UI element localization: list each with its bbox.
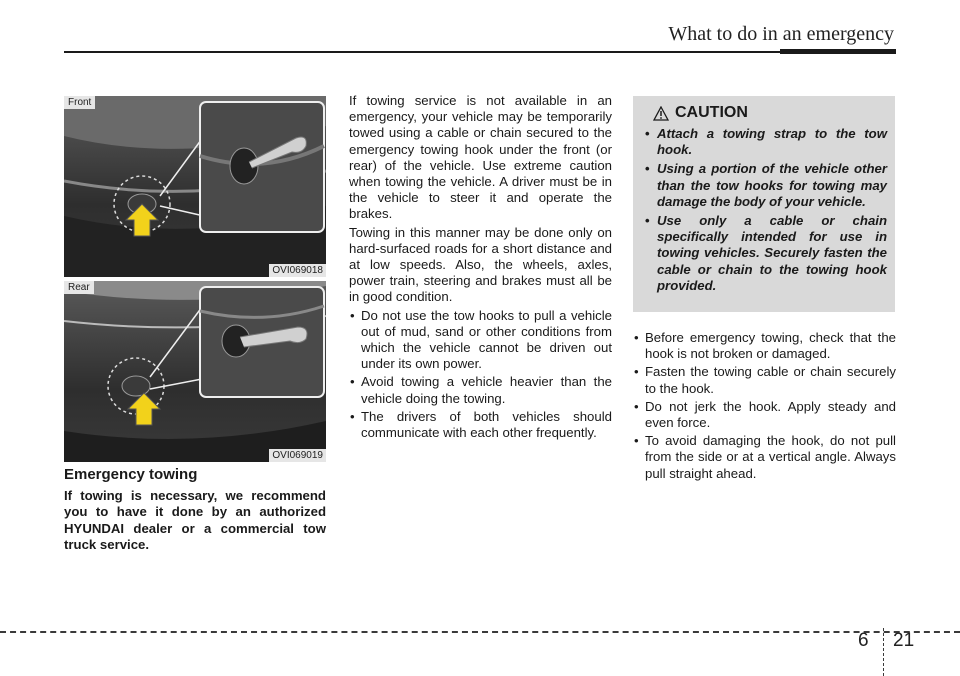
list-item [633,330,896,362]
bullet-dot: • [634,433,639,449]
list-item-text: Avoid towing a vehicle heavier than the vehicle doing the towing. [361,374,612,406]
figure-label-front: Front [64,96,95,109]
caution-title: CAUTION [675,104,748,121]
body-paragraph: Towing in this manner may be done only on hard-surfaced roads for a short distance and at low speeds. Also, the wheels, axles, power train, steering and brakes must all be in good condition. [349,224,612,305]
caution-item-text: Use only a cable or chain specifically intended for use in towing vehicles. Securely fasten the cable or chain to the towing hook provided. [657,213,887,293]
warning-triangle-icon [653,106,669,121]
figure-code-front: OVI069018 [269,264,326,277]
list-item [349,308,612,373]
bullet-dot: • [634,398,639,414]
rear-tow-hook-figure [64,281,326,462]
footer-page-separator [883,628,885,676]
list-item [633,433,896,482]
chapter-number: 6 [858,630,869,651]
section-heading: Emergency towing [64,466,198,483]
caution-list [643,126,887,294]
list-item [633,364,896,396]
list-item [633,399,896,431]
caution-item [643,126,887,158]
caution-item [643,213,887,294]
bullet-dot: • [634,330,639,345]
list-item-text: Do not use the tow hooks to pull a vehicle out of mud, sand or other conditions from which the vehicle cannot be driven out under its own power. [361,307,612,372]
bullet-dot: • [645,126,650,141]
figure-code-rear: OVI069019 [269,449,326,462]
bullet-dot: • [350,408,355,424]
figure-label-rear: Rear [64,281,94,294]
list-item [349,374,612,406]
rear-tow-hook-photo [64,281,326,462]
bullet-dot: • [350,307,355,323]
caution-header [653,104,887,122]
list-item-text: Fasten the towing cable or chain securely to the hook. [645,364,896,396]
bullet-dot: • [350,374,355,390]
caution-box [633,96,895,312]
list-item [349,409,612,441]
header-rule-accent [780,49,896,54]
bullet-dot: • [634,364,639,380]
bullet-dot: • [645,161,650,177]
middle-bullet-list [349,308,612,442]
front-tow-hook-photo [64,96,326,277]
intro-paragraph: If towing is necessary, we recommend you to have it done by an authorized HYUNDAI dealer or a commercial tow truck service. [64,488,326,553]
front-tow-hook-figure [64,96,326,277]
footer-divider [0,631,960,633]
middle-column [349,93,612,443]
list-item-text: The drivers of both vehicles should communicate with each other frequently. [361,408,612,441]
bullet-dot: • [645,213,650,229]
caution-item [643,161,887,210]
page-header-title: What to do in an emergency [668,23,894,45]
list-item-text: Do not jerk the hook. Apply steady and even force. [645,398,896,431]
list-item-text: To avoid damaging the hook, do not pull from the side or at a vertical angle. Always pull straight ahead. [645,433,896,481]
list-item-text: Before emergency towing, check that the hook is not broken or damaged. [645,330,896,362]
right-bullet-list [633,330,896,482]
body-paragraph: If towing service is not available in an emergency, your vehicle may be temporarily towed using a cable or chain secured to the emergency towing hook under the front (or rear) of the vehicle. Use extreme caution when towing the vehicle. A driver must be in the vehicle to steer it and operate the brakes. [349,93,612,222]
caution-item-text: Attach a towing strap to the tow hook. [657,126,887,158]
page-number: 21 [893,630,915,651]
caution-item-text: Using a portion of the vehicle other than the tow hooks for towing may damage the body of your vehicle. [657,161,887,209]
right-column [633,330,896,484]
header-rule [64,51,896,53]
